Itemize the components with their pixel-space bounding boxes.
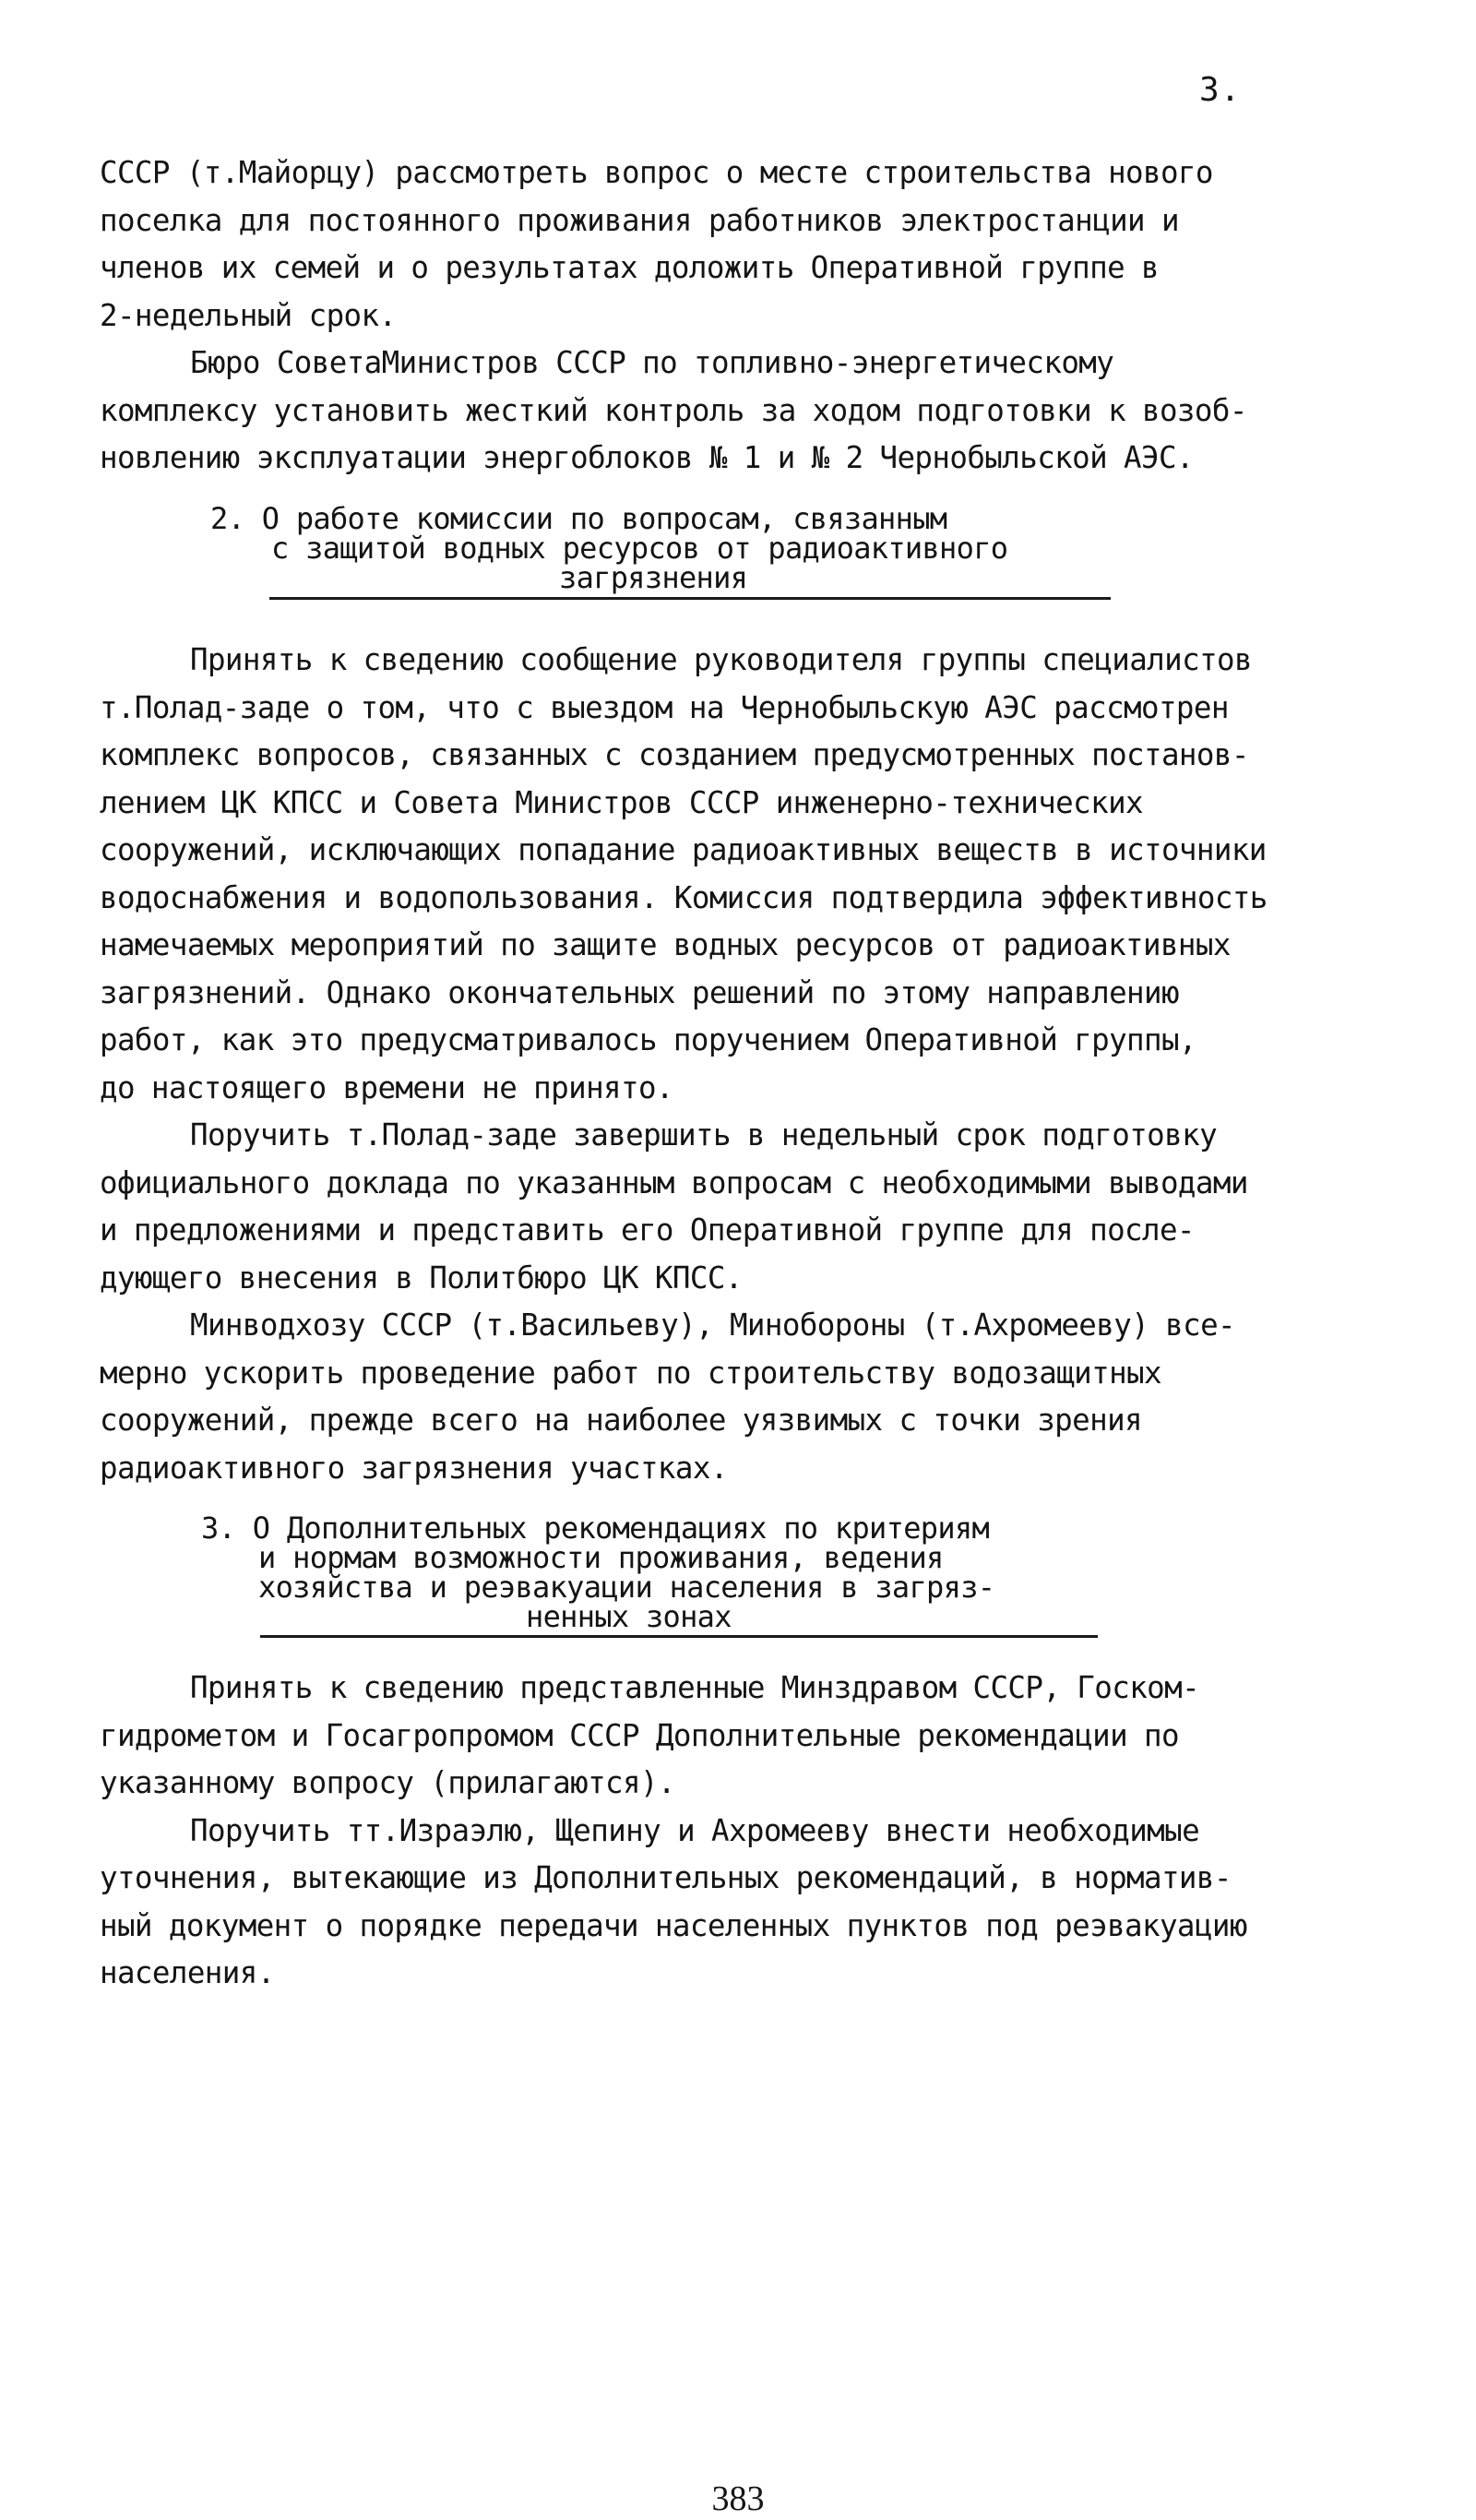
- heading-line: и нормам возможности проживания, ведения: [258, 1540, 944, 1575]
- text-line: радиоактивного загрязнения участках.: [100, 1450, 728, 1486]
- section-3-underline: [260, 1635, 1098, 1638]
- paragraph-start: Принять к сведению представленные Минздравом СССР, Госком-: [190, 1670, 1200, 1705]
- text-line: комплексу установить жесткий контроль за ходом подготовки к возоб-: [100, 392, 1247, 428]
- heading-line: с защитой водных ресурсов от радиоактивного: [271, 531, 1008, 566]
- paragraph-start: Принять к сведению сообщение руководителя группы специалистов: [190, 642, 1252, 677]
- text-line: [100, 637, 1391, 685]
- text-line: населения.: [100, 1955, 275, 1990]
- text-line: указанному вопросу (прилагаются).: [100, 1765, 675, 1800]
- page-number-footer: 383: [711, 2479, 765, 2518]
- heading-line: ненных зонах: [526, 1599, 732, 1634]
- text-line: загрязнений. Однако окончательных решений по этому направлению: [100, 974, 1179, 1010]
- text-line: лением ЦК КПСС и Совета Министров СССР инженерно-технических: [100, 784, 1143, 820]
- text-line: 2-недельный срок.: [100, 297, 397, 333]
- text-line: дующего внесения в Политбюро ЦК КПСС.: [100, 1260, 743, 1296]
- text-line: намечаемых мероприятий по защите водных ресурсов от радиоактивных: [100, 927, 1231, 962]
- paragraph-start: Бюро СоветаМинистров СССР по топливно-энергетическому: [190, 345, 1114, 380]
- text-line: работ, как это предусматривалось поручением Оперативной группы,: [100, 1022, 1196, 1057]
- text-line: поселка для постоянного проживания работников электростанции и: [100, 202, 1179, 238]
- text-line: членов их семей и о результатах доложить Оперативной группе в: [100, 250, 1159, 285]
- text-line: [100, 1808, 1391, 1856]
- text-line: гидрометом и Госагропромом СССР Дополнительные рекомендации по: [100, 1717, 1179, 1753]
- section-3-heading: [201, 1511, 995, 1634]
- text-line: и предложениями и представить его Оперативной группе для после-: [100, 1212, 1195, 1248]
- text-line: мерно ускорить проведение работ по строительству водозащитных: [100, 1355, 1161, 1391]
- text-line: [100, 1665, 1391, 1713]
- text-line: до настоящего времени не принято.: [100, 1069, 673, 1105]
- text-line: [100, 340, 1391, 388]
- text-line: комплекс вопросов, связанных с созданием предусмотренных постанов-: [100, 737, 1249, 772]
- text-line: новлению эксплуатации энергоблоков № 1 и № 2 Чернобыльской АЭС.: [100, 440, 1194, 475]
- section-3-body: [100, 1665, 1391, 1998]
- text-line: уточнения, вытекающие из Дополнительных рекомендаций, в норматив-: [100, 1860, 1232, 1895]
- page-number-top: 3.: [1199, 71, 1242, 109]
- paragraph-start: Минводхозу СССР (т.Васильеву), Минобороны (т.Ахромееву) все-: [190, 1308, 1235, 1343]
- section-2-heading: [210, 501, 1008, 595]
- text-line: сооружений, прежде всего на наиболее уязвимых с точки зрения: [100, 1403, 1142, 1438]
- heading-line: 3. О Дополнительных рекомендациях по критериям: [201, 1511, 990, 1546]
- section-2-underline: [269, 597, 1111, 600]
- text-line: СССР (т.Майорцу) рассмотреть вопрос о месте строительства нового: [100, 155, 1213, 190]
- text-line: [100, 1302, 1391, 1350]
- text-line: сооружений, исключающих попадание радиоактивных веществ в источники: [100, 832, 1267, 867]
- text-line: ный документ о порядке передачи населенных пунктов под реэвакуацию: [100, 1907, 1247, 1943]
- text-line: т.Полад-заде о том, что с выездом на Чернобыльскую АЭС рассмотрен: [100, 689, 1229, 725]
- heading-line: загрязнения: [559, 560, 748, 595]
- text-line: официального доклада по указанным вопросам с необходимыми выводами: [100, 1164, 1248, 1200]
- paragraph-start: Поручить т.Полад-заде завершить в недельный срок подготовку: [190, 1117, 1218, 1153]
- text-line: [100, 1112, 1391, 1160]
- section-2-body: [100, 637, 1391, 1492]
- text-line: водоснабжения и водопользования. Комиссия подтвердила эффективность: [100, 879, 1268, 915]
- paragraph-start: Поручить тт.Израэлю, Щепину и Ахромееву внести необходимые: [190, 1812, 1200, 1848]
- heading-line: хозяйства и реэвакуации населения в загряз-: [258, 1570, 995, 1605]
- heading-line: 2. О работе комиссии по вопросам, связанным: [210, 501, 947, 536]
- intro-block: [100, 149, 1391, 483]
